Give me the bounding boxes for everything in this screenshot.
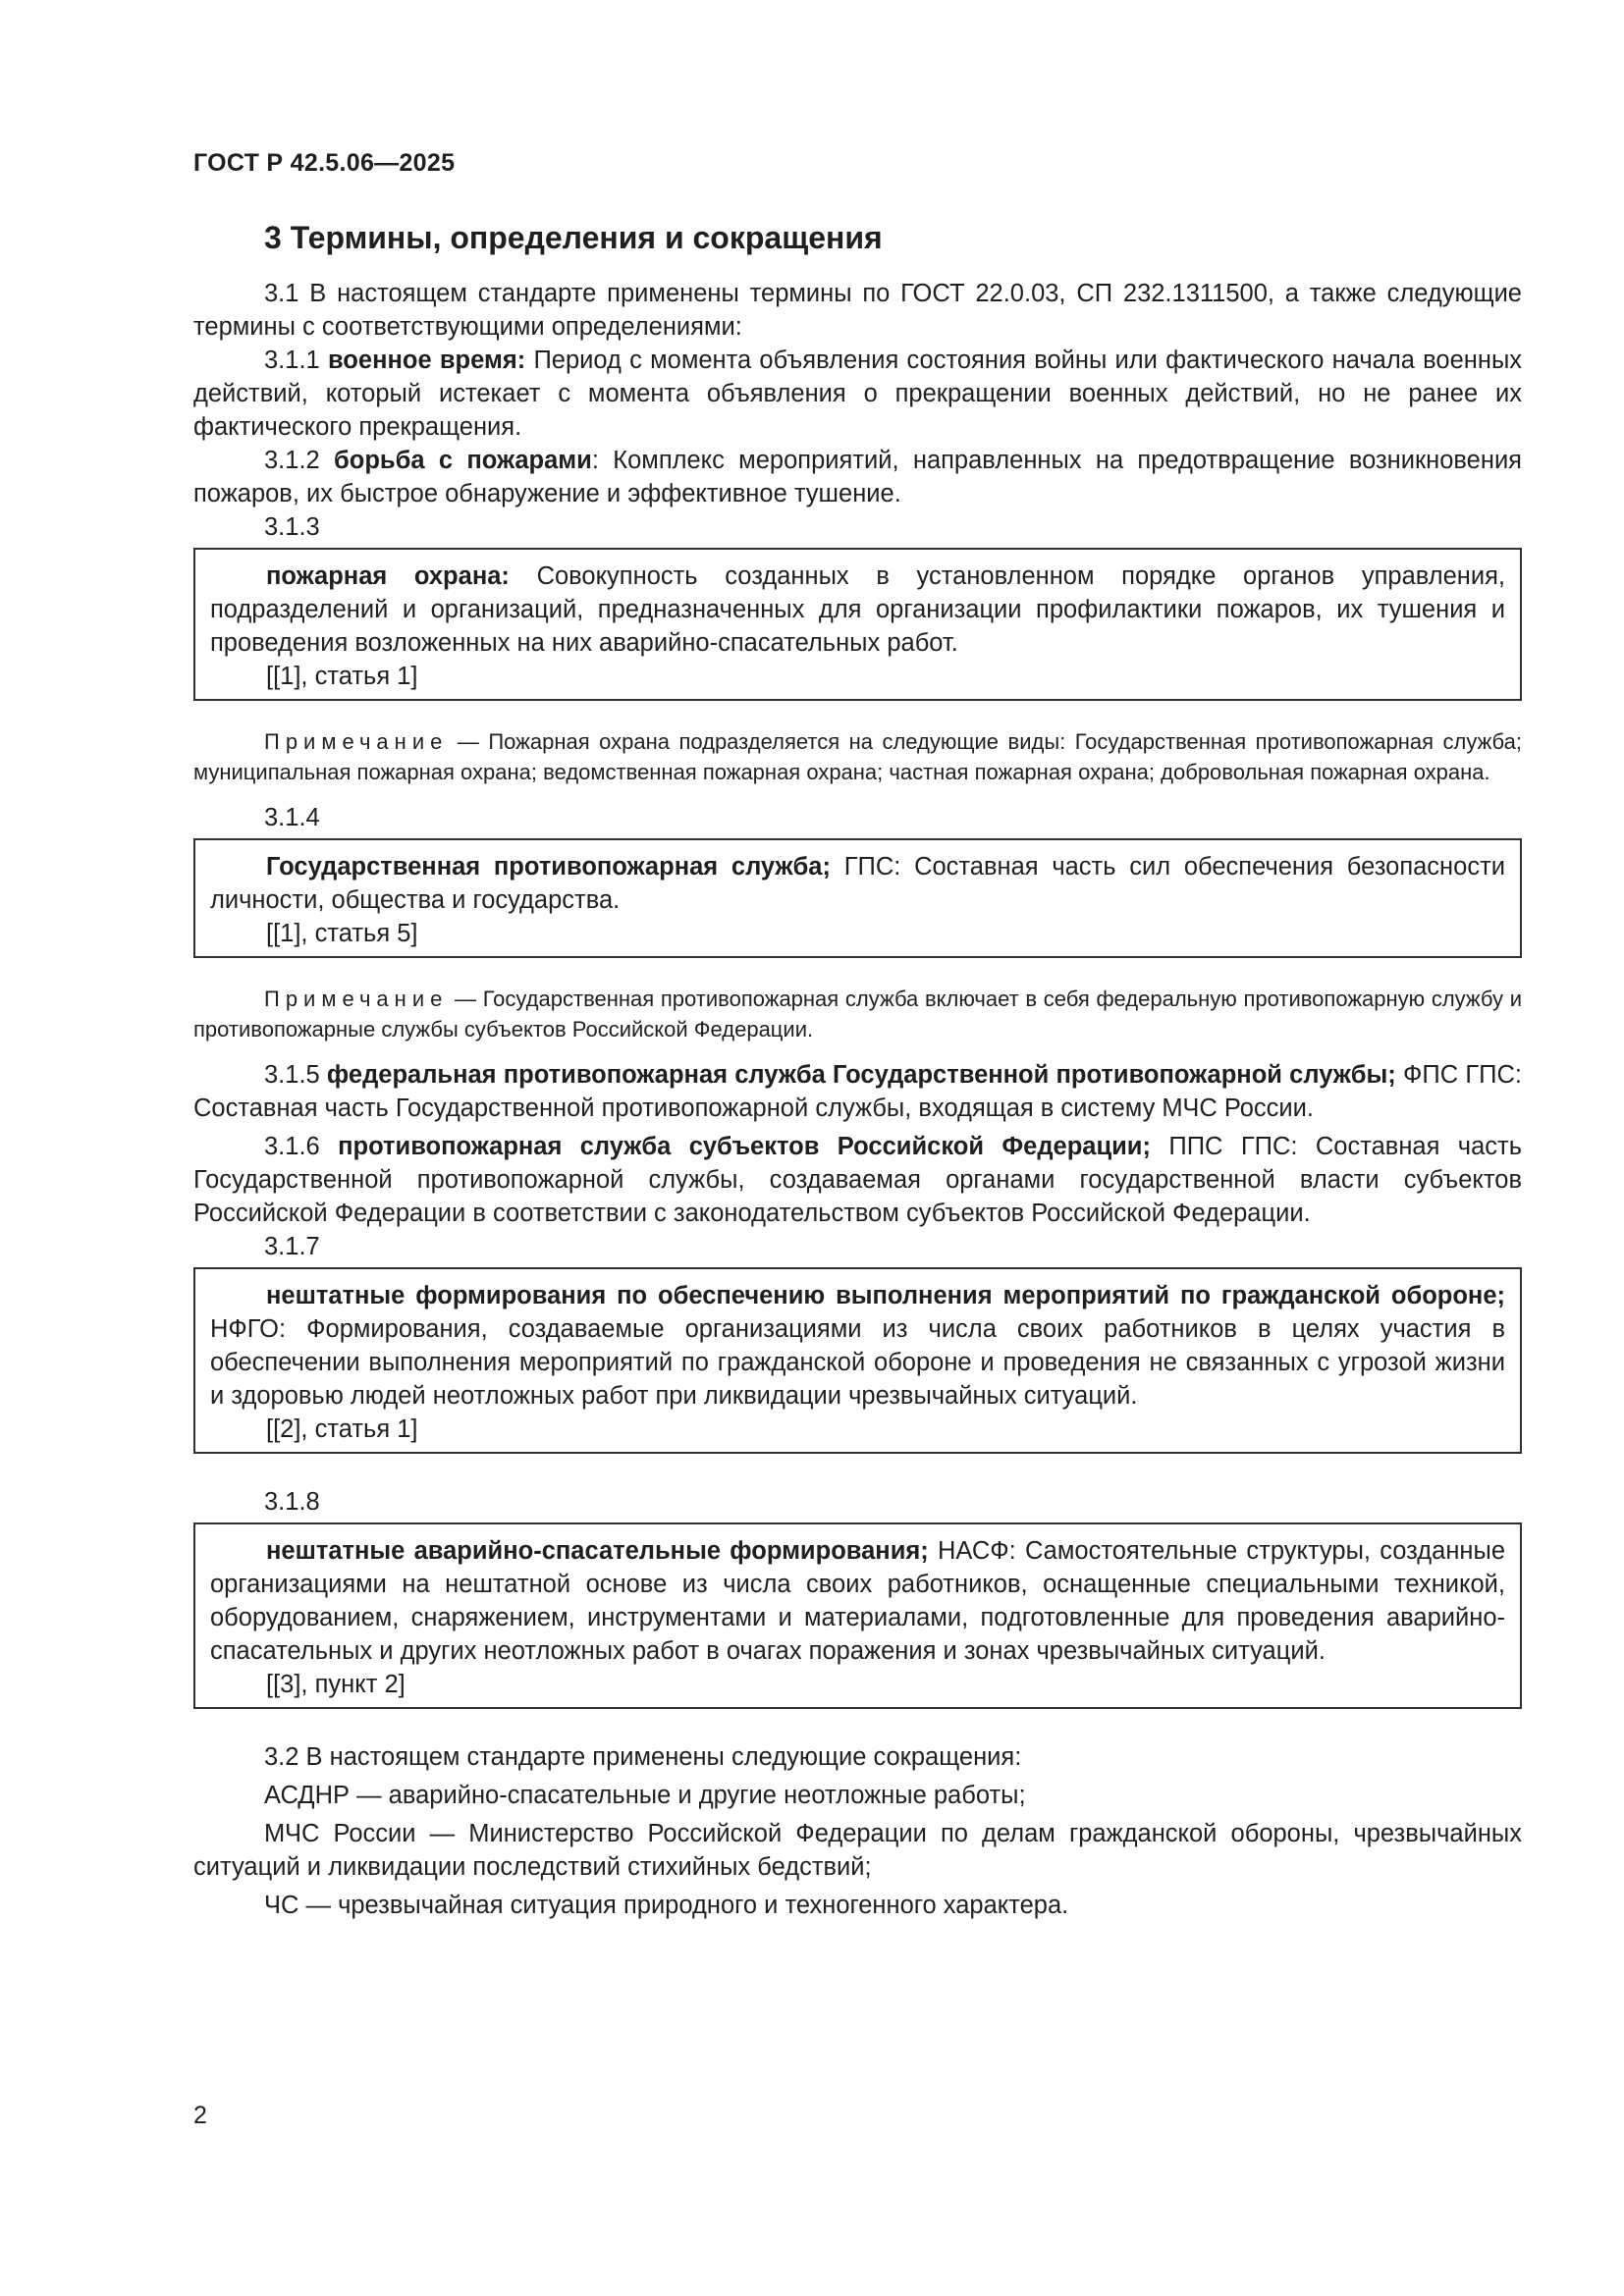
term-definition: Период с момента объявления состояния войны или фактического начала военных действий, который истекает с момента объявления о прекращении военных действий, но не ранее их фактического прекращения. (193, 347, 1523, 441)
abbreviation-item: МЧС России — Министерство Российской Федерации по делам гражданской обороны, чрезвычайных ситуаций и ликвидации последствий стихийных бедствий; (193, 1820, 1522, 1881)
note-text: — Пожарная охрана подразделяется на следующие виды: Государственная противопожарная служба; муниципальная пожарная охрана; ведомственная пожарная охрана; частная пожарная охрана; добровольная пожарная охрана. (193, 729, 1522, 784)
term-name: федеральная противопожарная служба Государственной противопожарной службы; (326, 1061, 1396, 1089)
term-definition: Совокупность созданных в установленном порядке органов управления, подразделений и организаций, предназначенных для организации профилактики пожаров, их тушения и проведения возложенных на них аварийно-спасательных работ. (210, 562, 1505, 657)
term-3-1-4 (210, 850, 1505, 917)
document-body (193, 218, 1522, 1922)
term-definition: НФГО: Формирования, создаваемые организациями из числа своих работников в целях участия в обеспечении выполнения мероприятий по гражданской обороне и проведения не связанных с угрозой жизни и здоровью людей неотложных работ при ликвидации чрезвычайных ситуаций. (210, 1315, 1505, 1410)
term-3-1-1 (193, 344, 1522, 444)
page-number: 2 (193, 2102, 207, 2129)
term-definition: ФПС ГПС: Составная часть Государственной противопожарной службы, входящая в систему МЧС России. (193, 1061, 1522, 1122)
section-title: 3 Термины, определения и сокращения (264, 220, 883, 255)
term-3-1-5 (193, 1058, 1522, 1125)
note-label: Примечание (264, 987, 449, 1011)
term-source: [[1], статья 5] (266, 920, 418, 947)
term-box-3-1-7 (193, 1267, 1522, 1454)
term-source: [[3], пункт 2] (266, 1671, 406, 1698)
abbreviation-item: АСДНР — аварийно-спасательные и другие неотложные работы; (264, 1782, 1026, 1809)
term-definition: ГПС: Составная часть сил обеспечения безопасности личности, общества и государства. (210, 853, 1505, 914)
term-source: [[1], статья 1] (266, 663, 418, 690)
note-3-1-3 (193, 726, 1522, 787)
term-definition: : Комплекс мероприятий, направленных на предотвращение возникновения пожаров, их быстрое обнаружение и эффективное тушение. (193, 447, 1522, 507)
term-number-3-1-7: 3.1.7 (264, 1233, 320, 1260)
term-number: 3.1.5 (264, 1061, 320, 1089)
note-3-1-4 (193, 984, 1522, 1044)
term-definition: НАСФ: Самостоятельные структуры, созданные организациями на нештатной основе из числа своих работников, оснащенные специальными техникой, оборудованием, снаряжением, инструментами и материалами, подготовленные для проведения аварийно-спасательных и других неотложных работ в очагах поражения и зонах чрезвычайных ситуаций. (210, 1537, 1506, 1665)
paragraph-3-1: 3.1 В настоящем стандарте применены термины по ГОСТ 22.0.03, СП 232.1311500, а также следующие термины с соответствующими определениями: (193, 280, 1522, 341)
term-name: нештатные формирования по обеспечению выполнения мероприятий по гражданской обороне; (266, 1282, 1505, 1309)
term-3-1-2 (193, 444, 1522, 510)
term-definition: ППС ГПС: Составная часть Государственной противопожарной службы, создаваемая органами государственной власти субъектов Российской Федерации в соответствии с законодательством субъектов Российской Федерации. (193, 1133, 1522, 1227)
term-box-3-1-4 (193, 838, 1522, 958)
note-text: — Государственная противопожарная служба включает в себя федеральную противопожарную службу и противопожарные службы субъектов Российской Федерации. (193, 987, 1522, 1041)
term-number-3-1-8: 3.1.8 (264, 1488, 320, 1516)
abbreviation-item: ЧС — чрезвычайная ситуация природного и техногенного характера. (264, 1892, 1069, 1919)
term-name: борьба с пожарами (334, 447, 592, 474)
term-3-1-3 (210, 560, 1505, 660)
term-name: пожарная охрана: (266, 562, 510, 590)
term-number-3-1-4: 3.1.4 (264, 804, 320, 831)
term-number: 3.1.1 (264, 347, 320, 374)
term-name: Государственная противопожарная служба; (266, 853, 831, 881)
term-number: 3.1.6 (264, 1133, 320, 1160)
term-name: противопожарная служба субъектов Российской Федерации; (338, 1133, 1151, 1160)
term-number: 3.1.2 (264, 447, 320, 474)
paragraph-3-2: 3.2 В настоящем стандарте применены следующие сокращения: (264, 1743, 1022, 1771)
term-3-1-7 (210, 1279, 1505, 1413)
term-name: военное время: (327, 347, 526, 374)
term-3-1-8 (210, 1534, 1505, 1668)
note-label: Примечание (264, 729, 449, 754)
term-number-3-1-3: 3.1.3 (264, 513, 320, 541)
term-box-3-1-8 (193, 1522, 1522, 1709)
term-3-1-6 (193, 1130, 1522, 1230)
term-name: нештатные аварийно-спасательные формирования; (266, 1537, 929, 1565)
document-header: ГОСТ Р 42.5.06—2025 (193, 149, 456, 177)
term-source: [[2], статья 1] (266, 1415, 418, 1443)
term-box-3-1-3 (193, 548, 1522, 701)
